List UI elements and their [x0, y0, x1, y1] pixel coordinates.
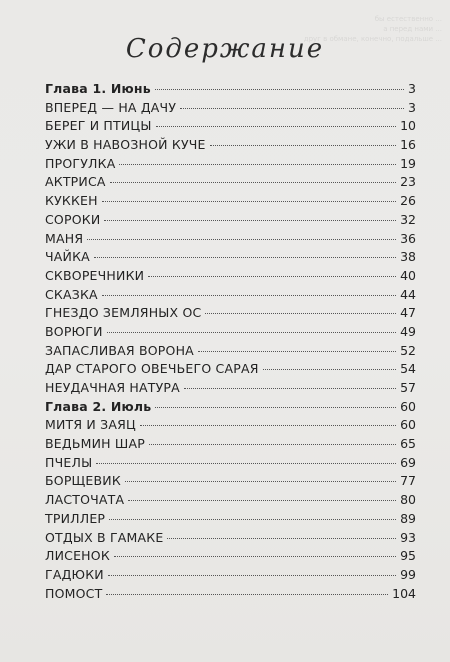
entry-title: ПОМОСТ	[45, 585, 103, 601]
entry-title: ЧАЙКА	[45, 249, 90, 265]
toc-entry-row	[45, 585, 416, 604]
toc-entry-row	[45, 155, 416, 174]
toc-entry-row	[45, 267, 416, 286]
page-number: 36	[400, 230, 416, 246]
dot-leader	[106, 593, 388, 595]
page-number: 69	[400, 454, 416, 470]
entry-title: БЕРЕГ И ПТИЦЫ	[45, 118, 152, 134]
page-number: 32	[400, 211, 416, 227]
page-number: 19	[400, 155, 416, 171]
page-number: 95	[400, 548, 416, 564]
dot-leader	[149, 443, 396, 445]
page-number: 16	[400, 137, 416, 153]
page-number: 47	[400, 305, 416, 321]
entry-title: ЛАСТОЧАТА	[45, 492, 125, 508]
entry-title: СКАЗКА	[45, 286, 98, 302]
entry-title: ПЧЕЛЫ	[45, 454, 93, 470]
entry-title: ЛИСЕНОК	[45, 548, 110, 564]
page-number: 60	[400, 417, 416, 433]
dot-leader	[108, 574, 396, 576]
dot-leader	[263, 368, 396, 370]
chapter-title: Глава 1. Июнь	[45, 81, 151, 96]
page-title: Содержание	[125, 34, 325, 64]
dot-leader	[119, 163, 396, 165]
entry-title: ПРОГУЛКА	[45, 155, 116, 171]
toc-entry-row	[45, 136, 416, 155]
page-number: 38	[400, 249, 416, 265]
toc-entry-row	[45, 472, 416, 491]
page-number: 57	[400, 380, 416, 395]
page-number: 26	[400, 193, 416, 209]
dot-leader	[102, 200, 396, 202]
dot-leader	[104, 219, 396, 221]
dot-leader	[96, 462, 396, 464]
entry-title: ДАР СТАРОГО ОВЕЧЬЕГО САРАЯ	[45, 361, 259, 377]
page-number: 40	[400, 267, 416, 283]
toc-chapter-row	[45, 80, 416, 99]
toc-entry-row	[45, 416, 416, 435]
toc-entry-row	[45, 529, 416, 548]
page-number: 23	[400, 174, 416, 190]
toc-entry-row	[45, 286, 416, 305]
dot-leader	[156, 125, 397, 127]
dot-leader	[184, 387, 396, 389]
page-number: 104	[392, 585, 416, 601]
toc-entry-row	[45, 454, 416, 473]
toc-entry-row	[45, 192, 416, 211]
bleed-through-text: бы естественно ... а перед нами ... друг в обмане, конечно, подальше ...	[303, 15, 442, 43]
dot-leader	[128, 499, 396, 501]
dot-leader	[155, 88, 404, 90]
entry-title: ТРИЛЛЕР	[45, 510, 106, 526]
toc-entry-row	[45, 379, 416, 398]
entry-title: АКТРИСА	[45, 174, 106, 190]
toc-entry-row	[45, 491, 416, 510]
toc-entry-row	[45, 342, 416, 361]
page-number: 10	[400, 118, 416, 134]
page-number: 49	[400, 323, 416, 339]
page-number: 44	[400, 286, 416, 302]
dot-leader	[180, 107, 404, 109]
entry-title: КУККЕН	[45, 193, 98, 209]
dot-leader	[148, 275, 396, 277]
toc-entry-row	[45, 510, 416, 529]
entry-title: ВОРЮГИ	[45, 323, 103, 339]
page-number: 52	[400, 342, 416, 358]
toc-entry-row	[45, 230, 416, 249]
dot-leader	[109, 518, 396, 520]
dot-leader	[114, 555, 396, 557]
page-number: 89	[400, 510, 416, 526]
dot-leader	[210, 144, 396, 146]
toc-chapter-row	[45, 398, 416, 417]
entry-title: ЗАПАСЛИВАЯ ВОРОНА	[45, 342, 194, 358]
toc-entry-row	[45, 304, 416, 323]
dot-leader	[167, 537, 396, 539]
toc-entry-row	[45, 211, 416, 230]
toc-entry-row	[45, 99, 416, 118]
page-number: 60	[400, 398, 416, 414]
dot-leader	[125, 480, 396, 482]
dot-leader	[107, 331, 396, 333]
table-of-contents	[45, 80, 416, 603]
toc-entry-row	[45, 360, 416, 379]
entry-title: ВПЕРЕД — НА ДАЧУ	[45, 99, 177, 115]
chapter-title: Глава 2. Июль	[45, 398, 152, 414]
dot-leader	[87, 238, 396, 240]
page-number: 54	[400, 361, 416, 377]
entry-title: СКВОРЕЧНИКИ	[45, 267, 145, 283]
dot-leader	[155, 406, 396, 408]
entry-title: УЖИ В НАВОЗНОЙ КУЧЕ	[45, 137, 206, 153]
entry-title: ВЕДЬМИН ШАР	[45, 436, 145, 452]
page-number: 65	[400, 436, 416, 452]
entry-title: МИТЯ И ЗАЯЦ	[45, 417, 136, 433]
dot-leader	[198, 350, 396, 352]
toc-entry-row	[45, 323, 416, 342]
dot-leader	[110, 181, 396, 183]
entry-title: МАНЯ	[45, 230, 84, 246]
toc-entry-row	[45, 547, 416, 566]
entry-title: НЕУДАЧНАЯ НАТУРА	[45, 380, 180, 395]
dot-leader	[205, 312, 396, 314]
dot-leader	[102, 294, 396, 296]
page-number: 80	[400, 492, 416, 508]
toc-entry-row	[45, 435, 416, 454]
page-number: 77	[400, 473, 416, 489]
toc-entry-row	[45, 173, 416, 192]
entry-title: БОРЩЕВИК	[45, 473, 121, 489]
page-number: 3	[408, 99, 416, 115]
entry-title: СОРОКИ	[45, 211, 101, 227]
dot-leader	[94, 256, 396, 258]
page-number: 3	[408, 81, 416, 96]
toc-entry-row	[45, 566, 416, 585]
toc-entry-row	[45, 117, 416, 136]
dot-leader	[140, 424, 396, 426]
page-number: 93	[400, 529, 416, 545]
entry-title: ОТДЫХ В ГАМАКЕ	[45, 529, 164, 545]
page-number: 99	[400, 566, 416, 582]
entry-title: ГАДЮКИ	[45, 566, 104, 582]
toc-entry-row	[45, 248, 416, 267]
entry-title: ГНЕЗДО ЗЕМЛЯНЫХ ОС	[45, 305, 202, 321]
